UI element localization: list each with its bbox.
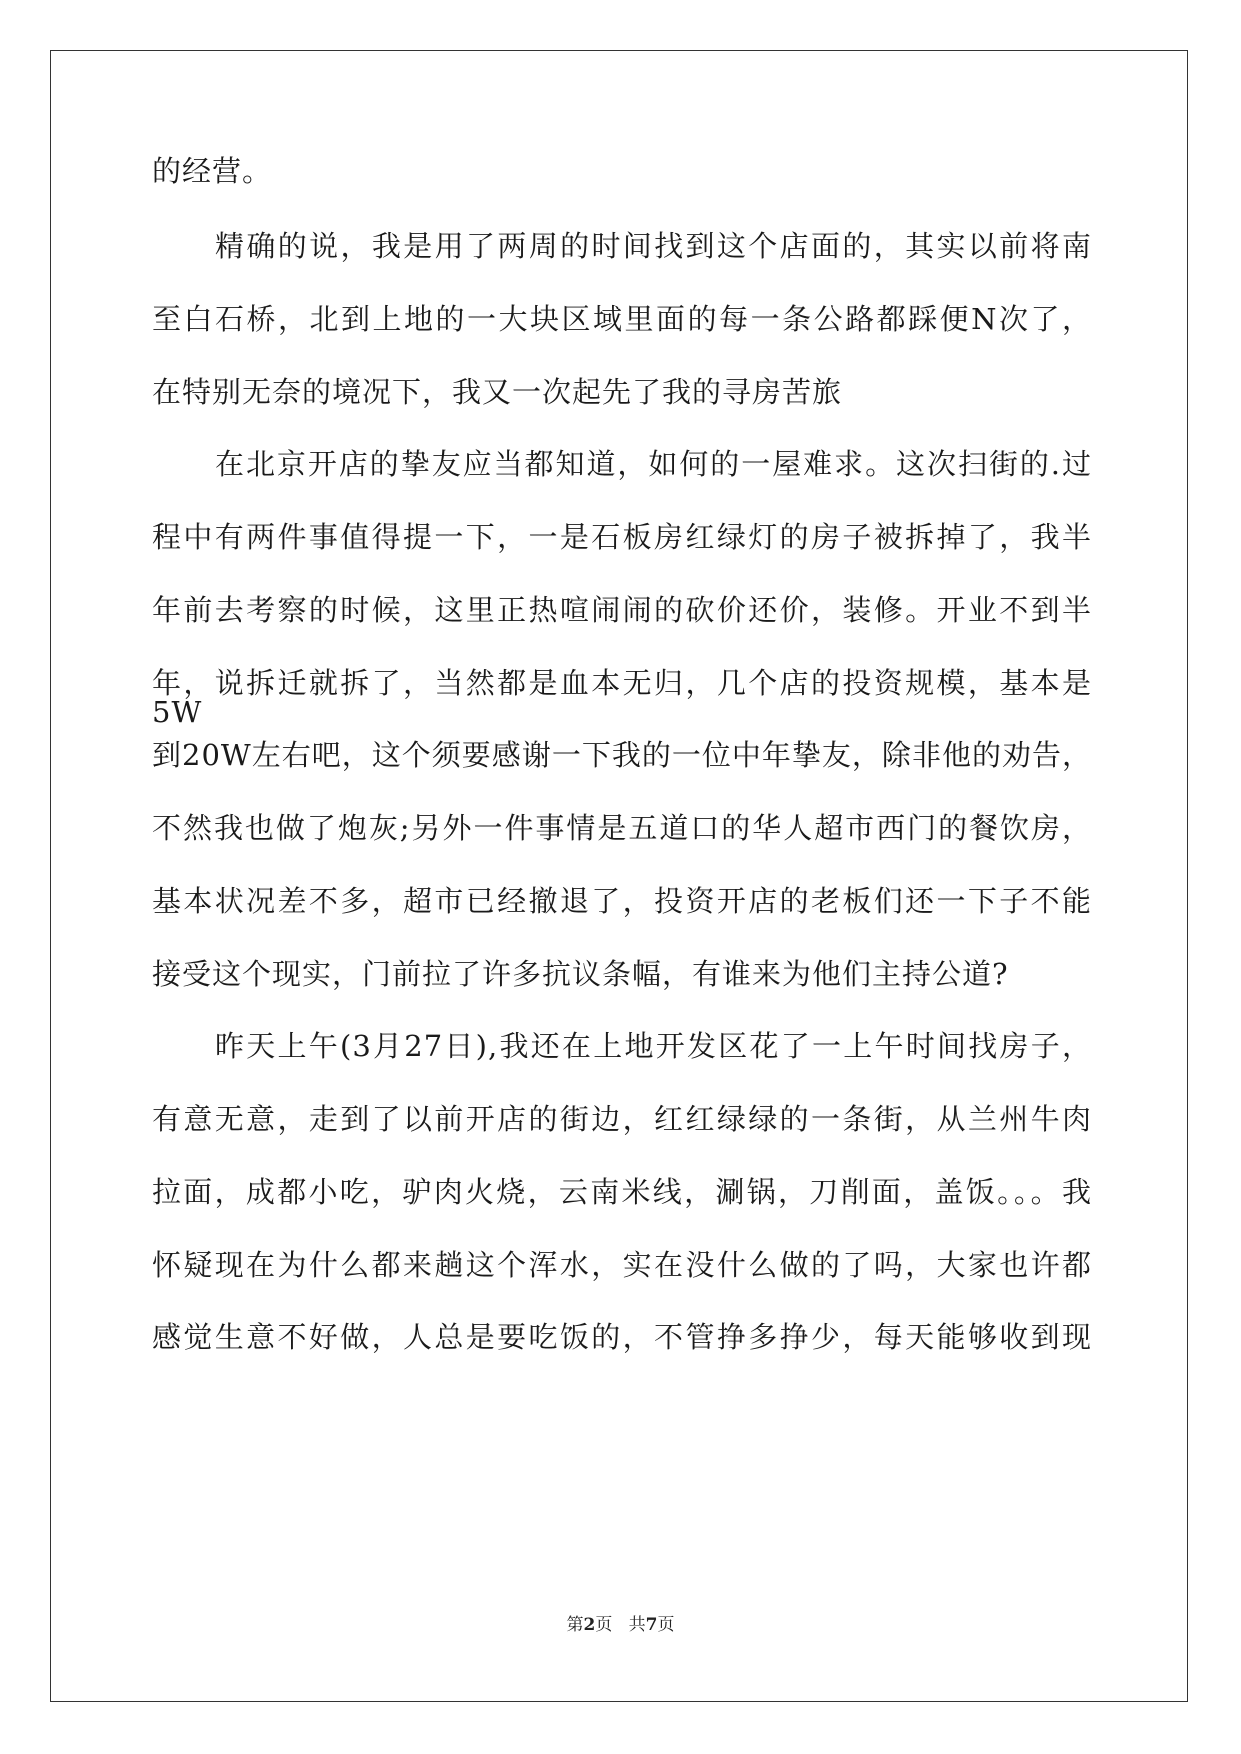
text-line: 精确的说，我是用了两周的时间找到这个店面的，其实以前将南	[215, 229, 1092, 263]
text-line: 感觉生意不好做，人总是要吃饭的，不管挣多挣少，每天能够收到现	[152, 1320, 1092, 1354]
text-line: 至白石桥，北到上地的一大块区域里面的每一条公路都踩便N次了，	[152, 302, 1092, 336]
text-line: 在特别无奈的境况下，我又一次起先了我的寻房苦旅	[152, 375, 843, 409]
footer-suffix: 页	[657, 1615, 675, 1635]
text-line: 怀疑现在为什么都来趟这个浑水，实在没什么做的了吗，大家也许都	[152, 1248, 1092, 1282]
text-line: 到20W左右吧，这个须要感谢一下我的一位中年挚友，除非他的劝告，	[152, 738, 1092, 772]
text-line: 有意无意，走到了以前开店的街边，红红绿绿的一条街，从兰州牛肉	[152, 1102, 1092, 1136]
text-line: 接受这个现实，门前拉了许多抗议条幅，有谁来为他们主持公道?	[152, 957, 1009, 991]
page-border	[50, 50, 1188, 1702]
footer-prefix: 第	[566, 1615, 584, 1635]
total-pages-number: 7	[645, 1615, 658, 1635]
text-line: 基本状况差不多，超市已经撤退了，投资开店的老板们还一下子不能	[152, 884, 1092, 918]
text-line: 的经营。	[152, 154, 273, 188]
text-line: 在北京开店的挚友应当都知道，如何的一屋难求。这次扫街的.过	[215, 447, 1092, 481]
text-line: 不然我也做了炮灰;另外一件事情是五道口的华人超市西门的餐饮房，	[152, 811, 1092, 845]
text-line: 年，说拆迁就拆了，当然都是血本无归，几个店的投资规模，基本是5W	[152, 666, 1092, 729]
text-line: 拉面，成都小吃，驴肉火烧，云南米线，涮锅，刀削面，盖饭。。。我	[152, 1175, 1092, 1209]
current-page-number: 2	[583, 1615, 596, 1635]
page-footer	[0, 1617, 1241, 1634]
text-line: 昨天上午(3月27日),我还在上地开发区花了一上午时间找房子，	[215, 1029, 1092, 1063]
text-line: 年前去考察的时候，这里正热喧闹闹的砍价还价，装修。开业不到半	[152, 593, 1092, 627]
text-line: 程中有两件事值得提一下，一是石板房红绿灯的房子被拆掉了，我半	[152, 520, 1092, 554]
footer-mid: 页 共	[595, 1615, 646, 1635]
